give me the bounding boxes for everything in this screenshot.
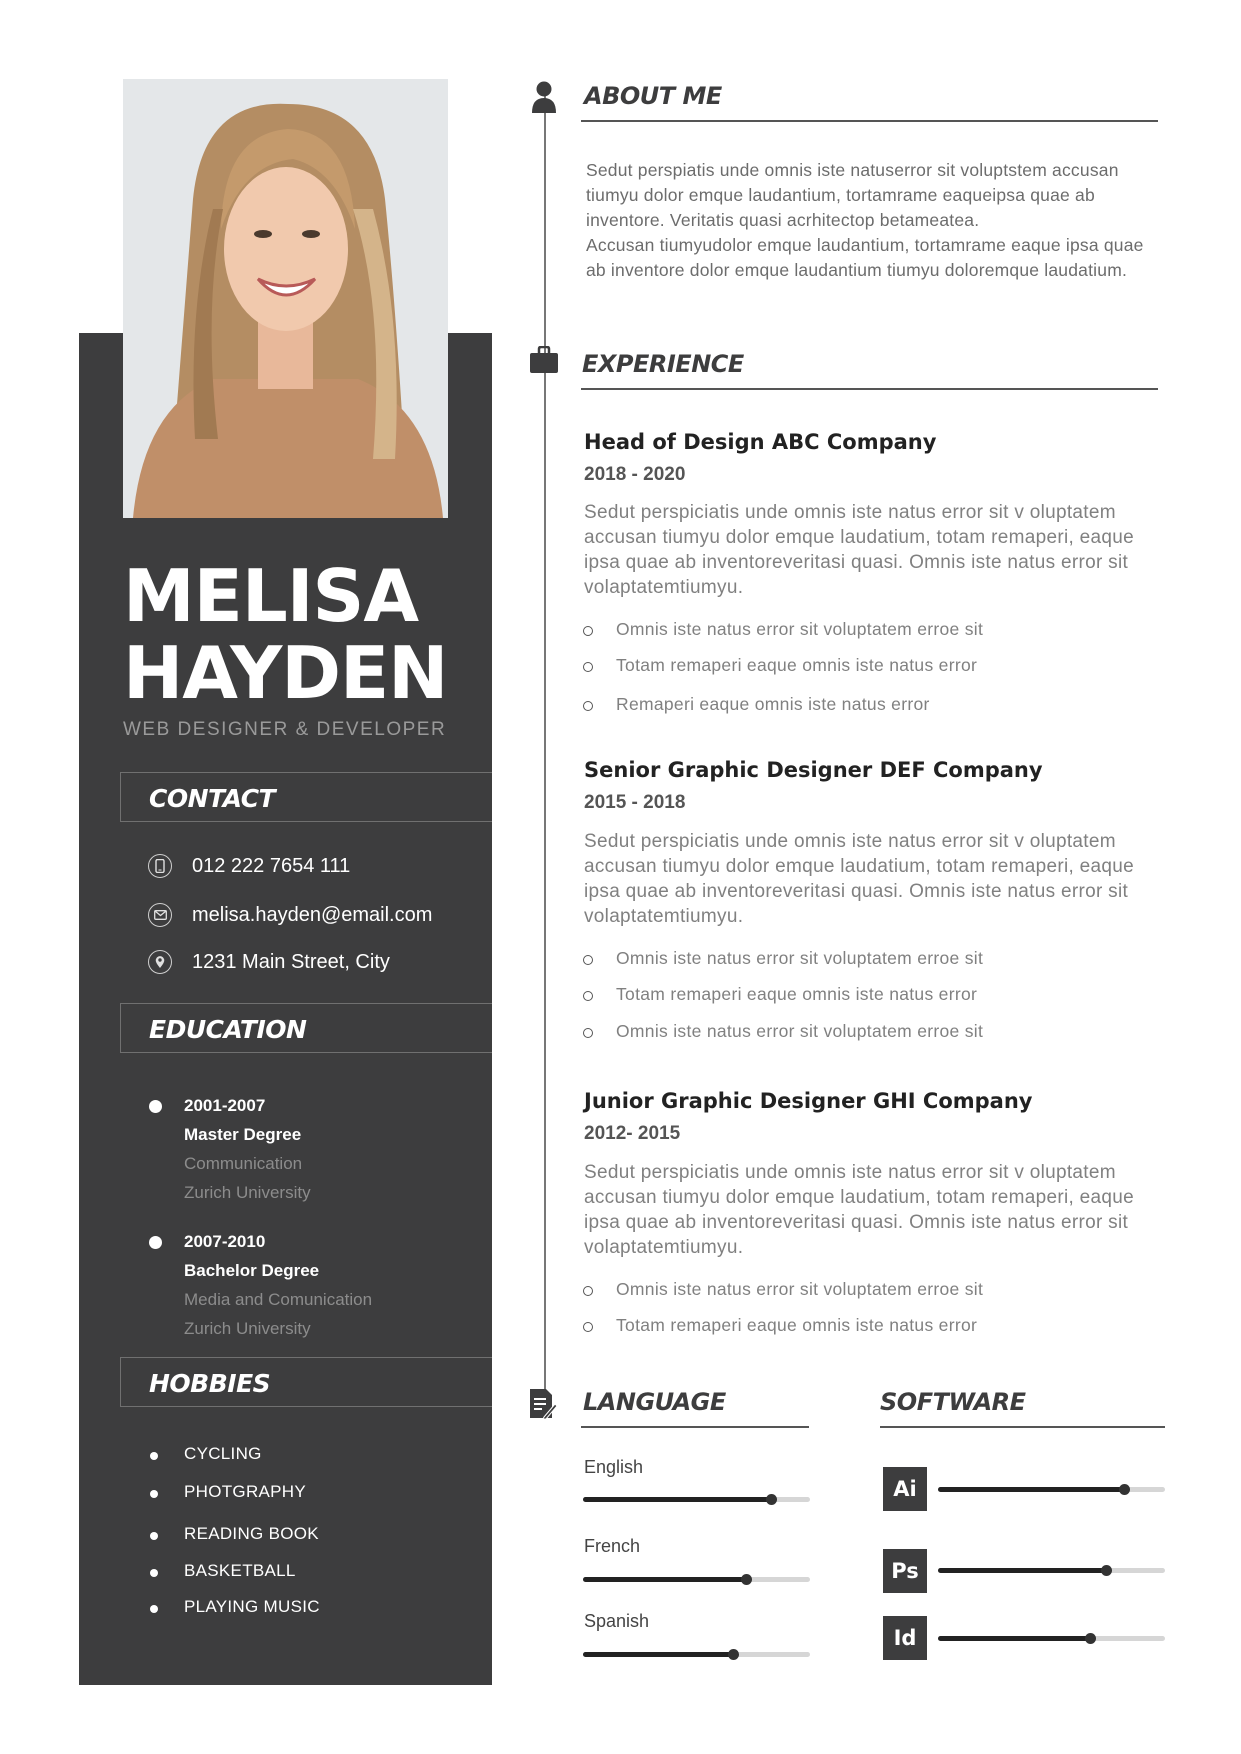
contact-title: CONTACT xyxy=(149,784,276,813)
level-knob xyxy=(766,1494,777,1505)
job-bullet: Omnis iste natus error sit voluptatem erroe sit xyxy=(616,1279,984,1299)
contact-header xyxy=(120,772,492,822)
contact-phone xyxy=(148,852,350,880)
document-edit-icon xyxy=(528,1388,558,1425)
about-title: ABOUT ME xyxy=(584,82,722,110)
contact-address xyxy=(148,948,390,976)
job-title: Junior Graphic Designer GHI Company xyxy=(584,1089,1033,1113)
experience-title: EXPERIENCE xyxy=(582,350,744,378)
education-field: Communication xyxy=(184,1154,303,1173)
bullet-circle-icon xyxy=(583,991,593,1001)
level-knob xyxy=(1101,1565,1112,1576)
education-years: 2007-2010 xyxy=(184,1232,266,1251)
hobby-item: CYCLING xyxy=(184,1444,262,1463)
first-name: MELISA xyxy=(123,554,419,638)
software-level-bar xyxy=(938,1636,1165,1641)
level-knob xyxy=(741,1574,752,1585)
job-role: WEB DESIGNER & DEVELOPER xyxy=(123,719,447,740)
briefcase-icon xyxy=(529,346,559,379)
experience-divider xyxy=(581,388,1158,390)
address-text: 1231 Main Street, City xyxy=(192,950,390,973)
software-divider xyxy=(880,1426,1165,1428)
person-icon xyxy=(530,80,558,119)
level-fill xyxy=(583,1652,733,1657)
job-description: Sedut perspiciatis unde omnis iste natus error sit v oluptatem accusan tiumyu dolor emque laudatium, totam remaperi, eaque ipsa quae ab inventoreveritasi quasi. Omnis iste natus error sit volaptatemtiumyu. xyxy=(584,831,1134,927)
language-name: Spanish xyxy=(584,1611,650,1631)
job-years: 2015 - 2018 xyxy=(584,792,686,813)
level-knob xyxy=(1119,1484,1130,1495)
phone-text: 012 222 7654 111 xyxy=(192,854,351,877)
profile-photo xyxy=(123,79,448,518)
education-degree: Bachelor Degree xyxy=(184,1261,320,1280)
education-bullet xyxy=(149,1100,162,1113)
level-fill xyxy=(583,1577,746,1582)
indesign-icon: Id xyxy=(883,1616,927,1660)
contact-email xyxy=(148,901,432,929)
hobby-item: PHOTGRAPHY xyxy=(184,1482,307,1501)
education-field: Media and Comunication xyxy=(184,1290,373,1309)
hobby-item: PLAYING MUSIC xyxy=(184,1597,320,1616)
language-level-bar xyxy=(583,1497,810,1502)
job-description: Sedut perspiciatis unde omnis iste natus error sit v oluptatem accusan tiumyu dolor emque laudatium, totam remaperi, eaque ipsa quae ab inventoreveritasi quasi. Omnis iste natus error sit volaptatemtiumyu. xyxy=(584,502,1134,598)
about-divider xyxy=(581,120,1158,122)
level-fill xyxy=(583,1497,771,1502)
bullet-circle-icon xyxy=(583,955,593,965)
hobbies-header xyxy=(120,1357,492,1407)
bullet-circle-icon xyxy=(583,701,593,711)
software-level-bar xyxy=(938,1568,1165,1573)
education-school: Zurich University xyxy=(184,1183,311,1202)
location-pin-icon xyxy=(148,950,172,974)
bullet-circle-icon xyxy=(583,662,593,672)
job-bullet: Totam remaperi eaque omnis iste natus error xyxy=(616,655,978,675)
bullet-circle-icon xyxy=(583,1322,593,1332)
education-years: 2001-2007 xyxy=(184,1096,266,1115)
job-bullet: Omnis iste natus error sit voluptatem erroe sit xyxy=(616,619,984,639)
hobby-item: BASKETBALL xyxy=(184,1561,296,1580)
language-name: French xyxy=(584,1536,641,1556)
about-text: Sedut perspiatis unde omnis iste natuserror sit voluptstem accusan tiumyu dolor emque laudantium, tortamrame eaqueipsa quae ab inventore. Veritatis quasi acrhitectop betameatea. Accusan tiumyudolor emque laudantium, tortamrame eaque ipsa quae ab inventore dolor emque laudantium tiumyu doloremque laudatium. xyxy=(586,160,1144,280)
job-bullet: Totam remaperi eaque omnis iste natus error xyxy=(616,1315,978,1335)
language-title: LANGUAGE xyxy=(583,1388,726,1416)
job-bullet: Totam remaperi eaque omnis iste natus error xyxy=(616,984,978,1004)
phone-icon xyxy=(148,854,172,878)
level-knob xyxy=(728,1649,739,1660)
software-level-bar xyxy=(938,1487,1165,1492)
timeline-line xyxy=(544,95,546,1405)
hobby-bullet xyxy=(150,1532,158,1540)
job-title: Senior Graphic Designer DEF Company xyxy=(584,758,1043,782)
hobby-bullet xyxy=(150,1605,158,1613)
bullet-circle-icon xyxy=(583,1028,593,1038)
education-school: Zurich University xyxy=(184,1319,311,1338)
language-name: English xyxy=(584,1457,644,1477)
level-fill xyxy=(938,1568,1106,1573)
hobby-item: READING BOOK xyxy=(184,1524,319,1543)
hobby-bullet xyxy=(150,1452,158,1460)
job-years: 2012- 2015 xyxy=(584,1123,681,1144)
illustrator-icon: Ai xyxy=(883,1467,927,1511)
education-bullet xyxy=(149,1236,162,1249)
job-description: Sedut perspiciatis unde omnis iste natus error sit v oluptatem accusan tiumyu dolor emque laudatium, totam remaperi, eaque ipsa quae ab inventoreveritasi quasi. Omnis iste natus error sit volaptatemtiumyu. xyxy=(584,1162,1134,1258)
level-knob xyxy=(1085,1633,1096,1644)
mail-icon xyxy=(148,903,172,927)
language-divider xyxy=(581,1426,809,1428)
language-level-bar xyxy=(583,1577,810,1582)
job-bullet: Remaperi eaque omnis iste natus error xyxy=(616,694,930,714)
job-title: Head of Design ABC Company xyxy=(584,430,937,454)
software-title: SOFTWARE xyxy=(880,1388,1026,1416)
education-degree: Master Degree xyxy=(184,1125,302,1144)
bullet-circle-icon xyxy=(583,1286,593,1296)
language-level-bar xyxy=(583,1652,810,1657)
bullet-circle-icon xyxy=(583,626,593,636)
level-fill xyxy=(938,1636,1090,1641)
job-bullet: Omnis iste natus error sit voluptatem erroe sit xyxy=(616,1021,984,1041)
last-name: HAYDEN xyxy=(123,631,448,715)
job-years: 2018 - 2020 xyxy=(584,464,686,485)
photoshop-icon: Ps xyxy=(883,1549,927,1593)
hobbies-title: HOBBIES xyxy=(149,1369,271,1398)
email-text: melisa.hayden@email.com xyxy=(192,903,433,926)
hobby-bullet xyxy=(150,1490,158,1498)
job-bullet: Omnis iste natus error sit voluptatem erroe sit xyxy=(616,948,984,968)
hobby-bullet xyxy=(150,1569,158,1577)
education-header xyxy=(120,1003,492,1053)
education-title: EDUCATION xyxy=(149,1015,307,1044)
level-fill xyxy=(938,1487,1124,1492)
